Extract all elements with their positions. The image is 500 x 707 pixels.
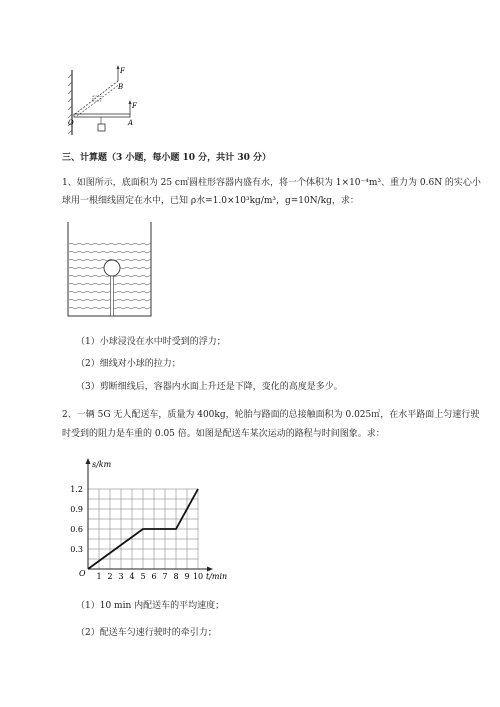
q1-line1: 1、如图所示，底面积为 25 c㎡圆柱形容器内盛有水，将一个体积为 1×10⁻⁴m³、重力为 0.6N 的实心小	[62, 178, 481, 188]
distance-time-chart	[62, 455, 242, 590]
x-tick-label: 8	[173, 572, 179, 581]
label-f-top: F	[120, 67, 125, 75]
hanging-weight	[98, 124, 105, 131]
q2-line2: 时受到的阻力是车重的 0.05 倍。如图是配送车某次运动的路程与时间图象。求：	[62, 429, 385, 439]
y-axis-arrow	[86, 458, 91, 464]
x-tick-label: 4	[129, 572, 135, 581]
x-axis-arrow	[207, 567, 213, 572]
x-tick-label: 6	[151, 572, 157, 581]
x-tick-label: 9	[184, 572, 190, 581]
y-tick-label: 0.3	[70, 545, 83, 554]
x-tick-label: 2	[107, 572, 113, 581]
q2-sub1: （1）10 min 内配送车的平均速度；	[76, 601, 225, 611]
x-axis-label: t/min	[206, 572, 228, 581]
y-tick-label: 0.6	[70, 525, 83, 534]
string	[111, 276, 114, 316]
label-o: O	[68, 119, 74, 127]
y-tick-label: 0.9	[70, 505, 83, 514]
origin-label: O	[79, 569, 86, 578]
label-b: B	[118, 83, 124, 91]
lever-figure	[60, 60, 150, 140]
x-tick-label: 10	[192, 572, 204, 581]
x-tick-label: 5	[140, 572, 146, 581]
x-tick-label: 3	[118, 572, 124, 581]
label-a: A	[128, 119, 134, 127]
x-tick-label: 1	[96, 572, 102, 581]
q1-line2: 球用一根细线固定在水中，已知 ρ水=1.0×10³kg/m³，g=10N/kg，求：	[62, 196, 359, 206]
q1-sub3: （3）剪断细线后，容器内水面上升还是下降，变化的高度是多少。	[76, 382, 343, 392]
dashed-weight	[93, 96, 101, 101]
x-tick-label: 7	[162, 572, 168, 581]
q2-line1: 2、一辆 5G 无人配送车，质量为 400kg，轮胎与路面的总接触面积为 0.025㎡，在水平路面上匀速行驶	[62, 410, 480, 420]
inclined-rod	[75, 81, 118, 114]
q1-sub1: （1）小球浸没在水中时受到的浮力；	[76, 337, 226, 347]
container-figure	[65, 220, 155, 320]
q1-sub2: （2）细线对小球的拉力；	[76, 359, 181, 369]
lever-bar	[74, 114, 130, 117]
y-tick-label: 1.2	[70, 485, 83, 494]
section-title: 三、计算题（3 小题，每小题 10 分，共计 30 分）	[62, 153, 271, 163]
q2-sub2: （2）配送车匀速行驶时的牵引力；	[76, 628, 217, 638]
ball	[104, 260, 120, 276]
y-axis-label: s/km	[92, 460, 112, 469]
label-f-right: F	[132, 102, 137, 110]
